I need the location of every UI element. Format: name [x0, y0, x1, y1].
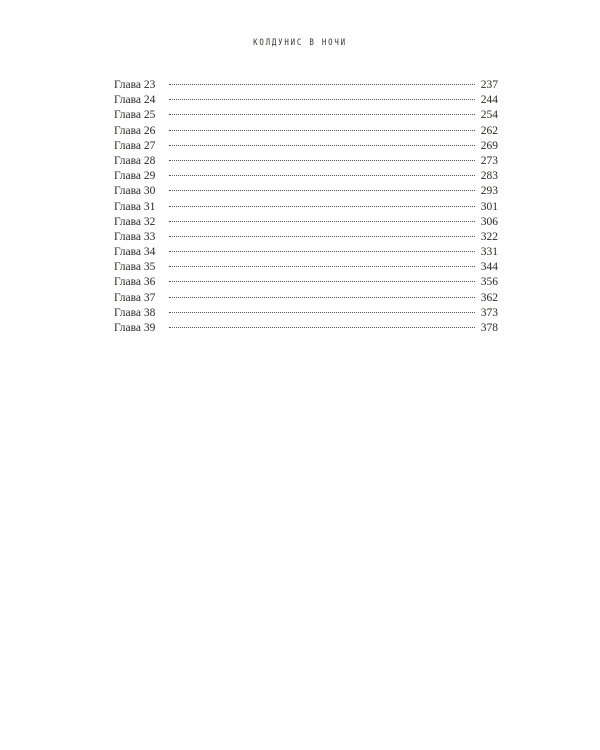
toc-entry [114, 185, 498, 200]
toc-entry [114, 109, 498, 124]
dot-leader [169, 206, 474, 207]
chapter-label: Глава 25 [114, 109, 156, 122]
chapter-label: Глава 24 [114, 94, 156, 107]
chapter-label: Глава 30 [114, 185, 156, 198]
dot-leader [169, 312, 474, 313]
chapter-label: Глава 33 [114, 230, 156, 243]
chapter-label: Глава 38 [114, 306, 156, 319]
page-number: 293 [480, 185, 498, 198]
toc-entry [114, 170, 498, 185]
chapter-label: Глава 34 [114, 246, 156, 259]
page-number: 356 [480, 276, 498, 289]
chapter-label: Глава 23 [114, 79, 156, 91]
dot-leader [169, 297, 474, 298]
toc-entry [114, 94, 498, 109]
page-number: 331 [480, 246, 498, 259]
dot-leader [169, 327, 474, 328]
page-number: 273 [480, 154, 498, 167]
toc-entry [114, 261, 498, 276]
page-number: 262 [480, 124, 498, 137]
toc-entry [114, 201, 498, 216]
page-number: 244 [480, 94, 498, 107]
page-number: 378 [480, 322, 498, 334]
dot-leader [169, 236, 474, 237]
dot-leader [169, 99, 474, 100]
chapter-label: Глава 31 [114, 200, 156, 213]
chapter-label: Глава 27 [114, 139, 156, 152]
dot-leader [169, 190, 474, 191]
table-of-contents [114, 79, 498, 337]
page-number: 283 [480, 170, 498, 183]
chapter-label: Глава 29 [114, 170, 156, 183]
dot-leader [169, 114, 474, 115]
page-number: 322 [480, 230, 498, 243]
toc-entry [114, 231, 498, 246]
dot-leader [169, 221, 474, 222]
running-head: КОЛДУНИС В НОЧИ [253, 38, 347, 48]
toc-entry [114, 246, 498, 261]
toc-entry [114, 276, 498, 291]
toc-entry [114, 292, 498, 307]
chapter-label: Глава 35 [114, 261, 156, 274]
dot-leader [169, 251, 474, 252]
chapter-label: Глава 36 [114, 276, 156, 289]
chapter-label: Глава 39 [114, 322, 156, 334]
chapter-label: Глава 32 [114, 215, 156, 228]
chapter-label: Глава 37 [114, 291, 156, 304]
page-number: 301 [480, 200, 498, 213]
dot-leader [169, 175, 474, 176]
toc-entry [114, 140, 498, 155]
dot-leader [169, 281, 474, 282]
dot-leader [169, 160, 474, 161]
page-number: 254 [480, 109, 498, 122]
page-number: 269 [480, 139, 498, 152]
toc-entry [114, 322, 498, 337]
toc-entry [114, 307, 498, 322]
chapter-label: Глава 28 [114, 154, 156, 167]
page-number: 362 [480, 291, 498, 304]
toc-entry [114, 155, 498, 170]
dot-leader [169, 84, 474, 85]
dot-leader [169, 130, 474, 131]
chapter-label: Глава 26 [114, 124, 156, 137]
dot-leader [169, 266, 474, 267]
dot-leader [169, 145, 474, 146]
toc-entry [114, 216, 498, 231]
page-number: 373 [480, 306, 498, 319]
toc-entry [114, 79, 498, 94]
page-number: 306 [480, 215, 498, 228]
toc-entry [114, 125, 498, 140]
page-number: 237 [480, 79, 498, 91]
page-number: 344 [480, 261, 498, 274]
